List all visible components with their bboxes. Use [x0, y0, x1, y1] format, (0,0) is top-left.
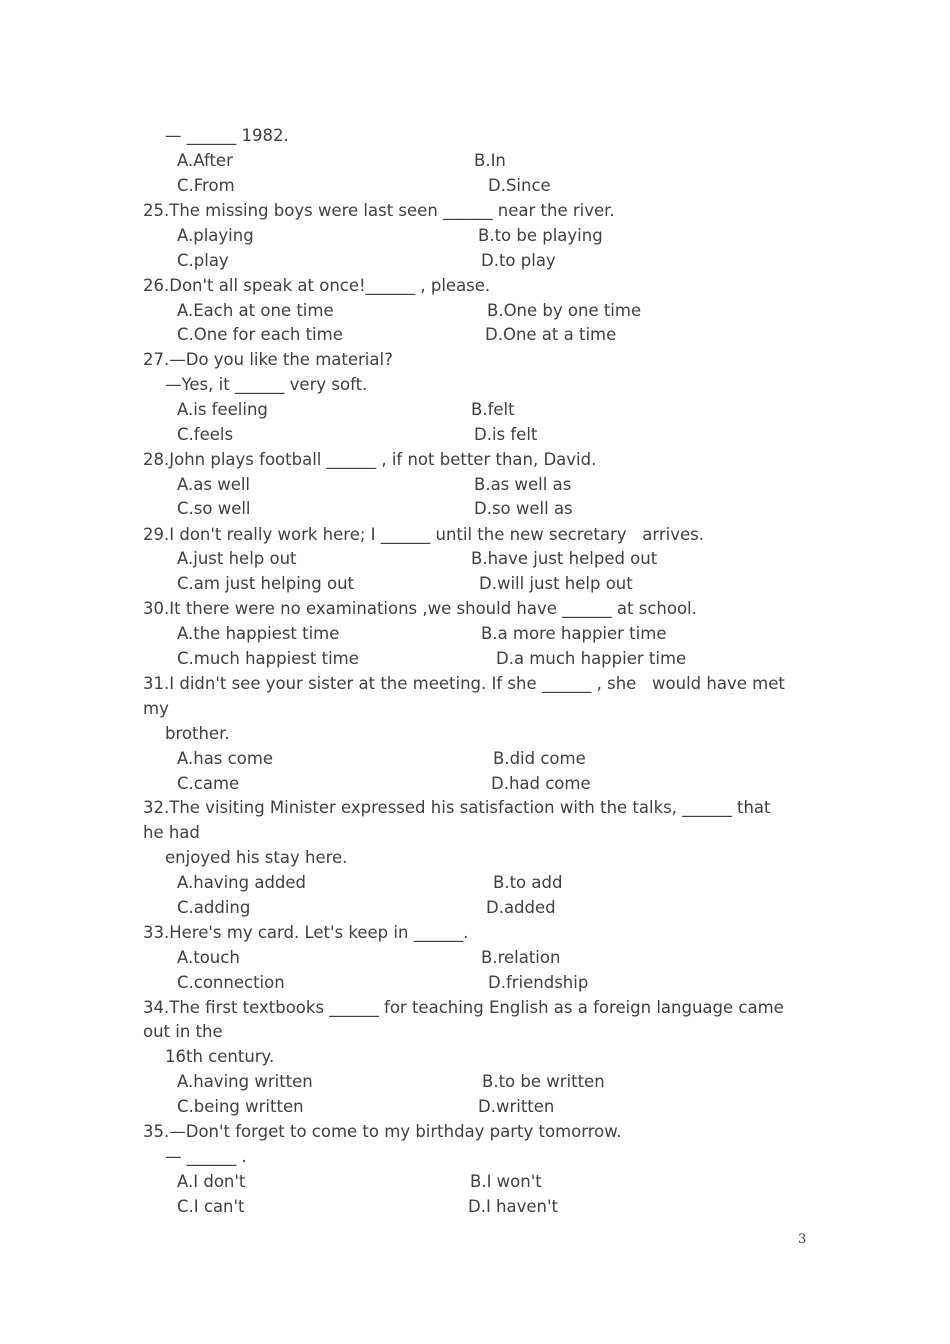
q34-option-a: A.having written	[177, 1072, 313, 1091]
q35-stem: 35.—Don't forget to come to my birthday party tomorrow.	[143, 1122, 622, 1141]
q31-stem-3: brother.	[165, 724, 230, 743]
q26-option-d: D.One at a time	[485, 325, 617, 344]
q26-stem: 26.Don't all speak at once!______ , please.	[143, 276, 491, 295]
q27-option-b: B.felt	[471, 400, 515, 419]
q27-option-d: D.is felt	[474, 425, 538, 444]
q33-option-b: B.relation	[481, 948, 561, 967]
q35-option-d: D.I haven't	[468, 1197, 559, 1216]
q26-option-a: A.Each at one time	[177, 301, 334, 320]
q28-stem: 28.John plays football ______ , if not better than, David.	[143, 450, 597, 469]
q35-option-a: A.I don't	[177, 1172, 246, 1191]
q32-option-c: C.adding	[177, 898, 251, 917]
q24-answer-line: — ______ 1982.	[165, 126, 289, 145]
q29-stem: 29.I don't really work here; I ______ until the new secretary arrives.	[143, 525, 704, 544]
q28-option-a: A.as well	[177, 475, 251, 494]
q24-option-a: A.After	[177, 151, 233, 170]
q31-option-a: A.has come	[177, 749, 274, 768]
q31-option-b: B.did come	[493, 749, 586, 768]
q26-option-c: C.One for each time	[177, 325, 343, 344]
q27-option-c: C.feels	[177, 425, 234, 444]
q29-option-c: C.am just helping out	[177, 574, 354, 593]
q35-reply: — ______ .	[165, 1147, 247, 1166]
q34-stem-3: 16th century.	[165, 1047, 275, 1066]
q27-option-a: A.is feeling	[177, 400, 268, 419]
q32-option-d: D.added	[486, 898, 556, 917]
q34-option-b: B.to be written	[482, 1072, 605, 1091]
q33-stem: 33.Here's my card. Let's keep in ______.	[143, 923, 469, 942]
q24-option-b: B.In	[474, 151, 506, 170]
q25-stem: 25.The missing boys were last seen ______ near the river.	[143, 201, 615, 220]
q34-stem-2: out in the	[143, 1022, 223, 1041]
q31-stem-1: 31.I didn't see your sister at the meeting. If she ______ , she would have met	[143, 674, 785, 693]
q28-option-c: C.so well	[177, 499, 251, 518]
q32-option-a: A.having added	[177, 873, 307, 892]
q35-option-c: C.I can't	[177, 1197, 245, 1216]
q32-stem-2: he had	[143, 823, 200, 842]
q34-option-c: C.being written	[177, 1097, 304, 1116]
q27-stem: 27.—Do you like the material?	[143, 350, 393, 369]
q30-stem: 30.It there were no examinations ,we should have ______ at school.	[143, 599, 697, 618]
q34-stem-1: 34.The first textbooks ______ for teaching English as a foreign language came	[143, 998, 784, 1017]
q25-option-b: B.to be playing	[478, 226, 603, 245]
q32-stem-1: 32.The visiting Minister expressed his satisfaction with the talks, ______ that	[143, 798, 771, 817]
q35-option-b: B.I won't	[470, 1172, 542, 1191]
page-number: 3	[798, 1232, 807, 1247]
q31-option-c: C.came	[177, 774, 240, 793]
q29-option-a: A.just help out	[177, 549, 297, 568]
q34-option-d: D.written	[478, 1097, 555, 1116]
q29-option-b: B.have just helped out	[471, 549, 658, 568]
q33-option-a: A.touch	[177, 948, 240, 967]
q32-stem-3: enjoyed his stay here.	[165, 848, 348, 867]
q32-option-b: B.to add	[493, 873, 563, 892]
q30-option-c: C.much happiest time	[177, 649, 359, 668]
q30-option-a: A.the happiest time	[177, 624, 340, 643]
q28-option-b: B.as well as	[474, 475, 572, 494]
q25-option-d: D.to play	[481, 251, 556, 270]
q29-option-d: D.will just help out	[479, 574, 633, 593]
q31-stem-2: my	[143, 699, 169, 718]
q24-option-d: D.Since	[488, 176, 551, 195]
q25-option-a: A.playing	[177, 226, 254, 245]
q30-option-b: B.a more happier time	[481, 624, 667, 643]
q28-option-d: D.so well as	[474, 499, 573, 518]
q33-option-c: C.connection	[177, 973, 285, 992]
q27-reply: —Yes, it ______ very soft.	[165, 375, 368, 394]
q26-option-b: B.One by one time	[487, 301, 642, 320]
q30-option-d: D.a much happier time	[496, 649, 687, 668]
q31-option-d: D.had come	[491, 774, 591, 793]
q25-option-c: C.play	[177, 251, 229, 270]
q33-option-d: D.friendship	[488, 973, 589, 992]
q24-option-c: C.From	[177, 176, 235, 195]
